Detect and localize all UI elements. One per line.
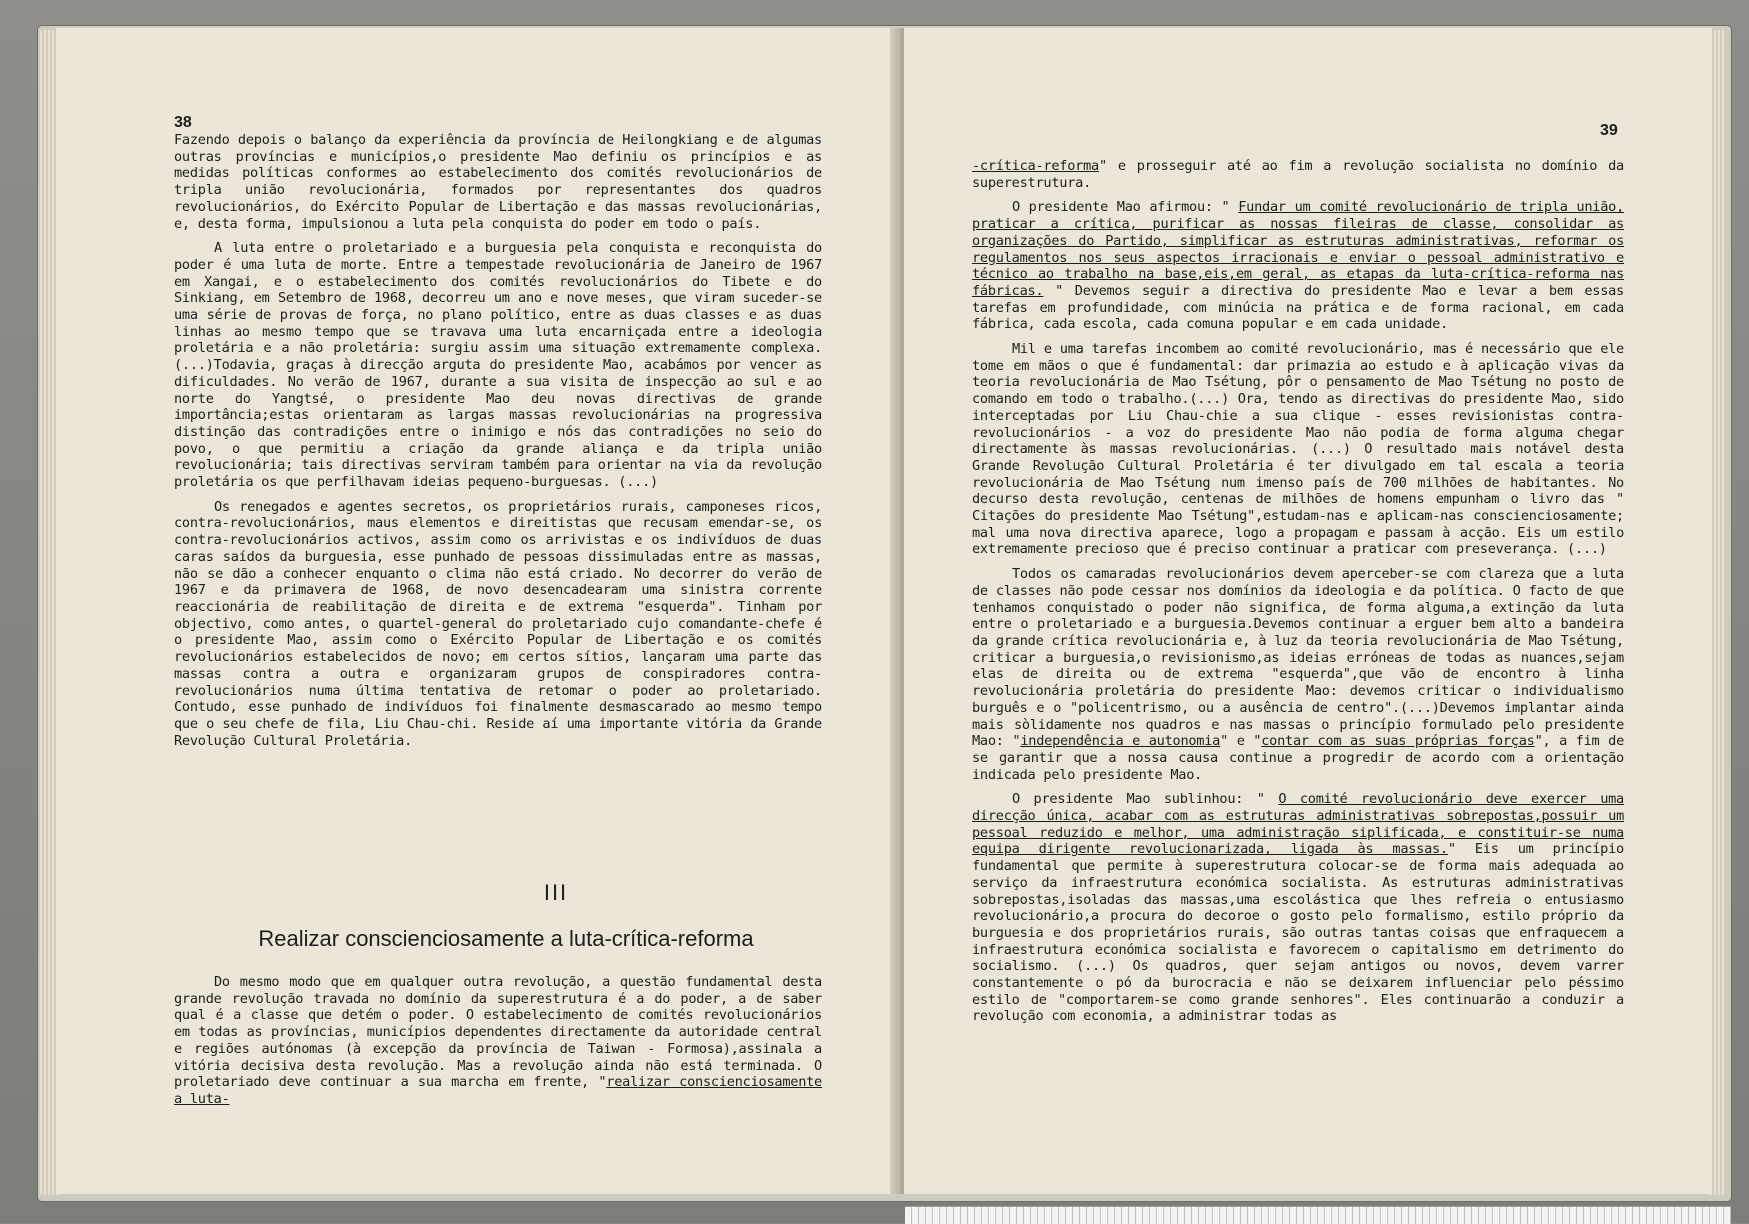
paragraph [972,199,1624,333]
right-page [904,28,1712,1194]
page-number: 38 [174,114,192,131]
paragraph-text: ", a fim de se garantir que a nossa causa continue a progredir de acordo com a orientação indicada pelo presidente Mao. [972,733,1625,783]
paragraph-text: O presidente Mao afirmou: " [1012,199,1239,216]
paragraph: Mil e uma tarefas incombem ao comité revolucionário, mas é necessário que ele tome em mãos o que é fundamental: dar primazia ao estudo e à aplicação vivas da teoria revolucionária de Mao Tsétung, pôr o pensamento de Mao Tsétung no posto de comando em todo o trabalho.(...) Ora, tendo as directivas do presidente Mao, sido interceptadas por Liu Chau-chie a sua clique - esses revisionistas contra-revolucionários - a voz do presidente Mao não podia de forma alguma chegar directamente às massas revolucionárias. (...) O resultado mais notável desta Grande Revolução Cultural Proletária é ter divulgado em tal escala a teoria revolucionária de Mao Tsétung num imenso país de 700 milhões de habitantes. No decurso desta revolução, centenas de milhões de homens empunham o livro das " Citações do presidente Mao Tsétung",estudam-nas e aplicam-nas conscienciosamente; mal uma nova directiva aparece, logo a propagam e passam à acção. Eis um estilo extremamente precioso que é preciso continuar a praticar com preseverança. (...) [972,341,1624,558]
right-page-body [972,158,1624,1033]
left-page [56,28,898,1194]
left-page-body-upper [174,132,822,757]
paragraph [174,974,822,1108]
page-number: 39 [1600,122,1618,139]
paragraph [972,158,1624,191]
paragraph: Fazendo depois o balanço da experiência da província de Heilongkiang e de algumas outras províncias e municípios,o presidente Mao definiu os princípios e as medidas políticas conformes ao estabelecimento dos comités revolucionários de tripla união revolucionária, formados por representantes dos quadros revolucionários, do Exército Popular de Libertação e das massas revolucionárias, e, desta forma, impulsionou a luta pela conquista do poder em todo o país. [174,132,822,232]
paragraph-text: Todos os camaradas revolucionários devem aperceber-se com clareza que a luta de classes não pode cessar nos domínios da ideologia e da política. O facto de que tenhamos conquistado o poder não significa, de forma alguma,a extinção da luta entre o proletariado e a burguesia.Devemos continuar a erguer bem alto a bandeira da grande crítica revolucionária e, à luz da teoria revolucionária de Mao Tsétung, criticar a burguesia,o revisionismo,as ideias erróneas de todas as nuances,sejam elas de direita ou de extrema "esquerda",que vão de encontro à linha revolucionária proletária do presidente Mao: devemos criticar o individualismo burguês e o "policentrismo, ou a ausência de centro".(...)Devemos implantar ainda mais sòlidamente nos quadros e nas massas o princípio formulado pelo presidente Mao: " [972,566,1624,750]
paragraph [972,791,1624,1025]
paragraph-text: Do mesmo modo que em qualquer outra revolução, a questão fundamental desta grande revolução travada no domínio da superestrutura é a do poder, a de saber qual é a classe que detém o poder. O estabelecimento de comités revolucionários em todas as províncias, municípios dependentes directamente da autoridade central e regiões autónomas (à excepção da província de Taiwan - Formosa),assinala a vitória decisiva desta revolução. Mas a revolução ainda não está terminada. O proletariado deve continuar a sua marcha em frente, " [174,974,822,1091]
paragraph-text: " e prosseguir até ao fim a revolução socialista no domínio da superestrutura. [972,158,1624,191]
paragraph-text: " Devemos seguir a directiva do presidente Mao e levar a bem essas tarefas em profundidade, com minúcia na prática e de forma racional, em cada fábrica, cada escola, cada comuna popular e em cada unidade. [972,282,1624,333]
section-numeral: III [543,880,569,905]
paragraph: A luta entre o proletariado e a burguesia pela conquista e reconquista do poder é uma luta de morte. Entre a tempestade revolucionária de Janeiro de 1967 em Xangai, e o estabelecimento dos comités revolucionários do Tibete e do Sinkiang, em Setembro de 1968, decorreu um ano e nove meses, que viram suceder-se uma série de provas de força, no plano político, entre as duas classes e as duas linhas ao mesmo tempo que se travava uma luta encarniçada entre a ideologia proletária e a não proletária: surgiu assim uma situação extremamente complexa. (...)Todavia, graças à direcção arguta do presidente Mao, acabámos por vencer as dificuldades. No verão de 1967, durante a sua visita de inspecção ao sul e ao norte do Yangtsé, o presidente Mao deu novas directivas de grande importância;estas orientaram as largas massas revolucionárias na progressiva distinção das contradições entre o inimigo e nós das contradições no seio do povo, o que permitiu a criação da grande aliança e da tripla união revolucionária; tais directivas serviram também para orientar na via da revolução proletária os que perfilhavam ideias pequeno-burguesas. (...) [174,240,822,491]
underlined-quote: independência e autonomia [1020,733,1221,750]
left-page-body-lower [174,974,822,1116]
page-stack-right-edge [1710,30,1726,1195]
scanner-ruler [905,1206,1731,1224]
underlined-quote: O comité revolucionário deve exercer uma direcção única, acabar com as estruturas administrativas sobrepostas,possuir um pessoal reduzido e melhor, uma administração siplificada, e constituir-se numa equipa dirigente revolucionarizada, ligada às massas. [972,791,1624,858]
underlined-quote: -crítica-reforma [972,158,1099,174]
underlined-quote: Fundar um comité revolucionário de tripla união, praticar a crítica, purificar as nossas fileiras de classe, consolidar as organizações do Partido, simplificar as estruturas administrativas, reformar os regulamentos nos seus aspectos irracionais e enviar o pessoal administrativo e técnico ao trabalho na base,eis,em geral, as etapas da luta-crítica-reforma nas fábricas. [972,199,1624,299]
paragraph [972,566,1624,783]
paragraph-text: " e " [1220,733,1262,750]
section-title: Realizar conscienciosamente a luta-crítica-reforma [258,926,754,951]
paragraph-text: O presidente Mao sublinhou: " [1012,791,1279,808]
underlined-quote: realizar conscienciosamente a luta- [174,1074,822,1107]
paragraph: Os renegados e agentes secretos, os proprietários rurais, camponeses ricos, contra-revolucionários, maus elementos e direitistas que recusam emendar-se, os contra-revolucionários activos, assim como os arrivistas e os indivíduos de duas caras saídos da burguesia, esse punhado de pessoas dissimuladas entre as massas, não se dão a conhecer enquanto o clima não está criado. No decorrer do verão de 1967 e da primavera de 1968, de novo desencadearam uma sinistra corrente reaccionária de reabilitação de direita e de extrema "esquerda". Tinham por objectivo, como antes, o quartel-general do proletariado cujo comandante-chefe é o presidente Mao, assim como o Exército Popular de Libertação e os comités revolucionários estabelecidos de novo; em certos sítios, lançaram uma parte das massas contra a outra e organizaram grupos de conspiradores contra-revolucionários numa última tentativa de retomar o poder ao proletariado. Contudo, esse punhado de indivíduos foi finalmente desmascarado ao mesmo tempo que o seu chefe de fila, Liu Chau-chi. Reside aí uma importante vitória da Grande Revolução Cultural Proletária. [174,498,822,749]
paragraph-text: " Eis um princípio fundamental que permite à superestrutura colocar-se de forma mais adequada ao serviço da infraestrutura económica socialista. As estruturas administrativas sobrepostas,isoladas das massas,uma escolástica que lhes refreia o entusiasmo revolucionário,a procura do decoroe o gosto pelo formalismo, estilo próprio da burguesia e dos proprietários rurais, são outras tantas coisas que enfraquecem a infraestrutura económica socialista e favorecem o capitalismo em detrimento do socialismo. (...) Os quadros, quer sejam antigos ou novos, devem varrer constantemente o pó da burocracia e não se deixarem influenciar pelo péssimo estilo de "comportarem-se como grande senhores". Eles continuarão a conduzir a revolução com economia, a administrar todas as [972,841,1624,1025]
underlined-quote: contar com as suas próprias forças [1261,733,1535,750]
